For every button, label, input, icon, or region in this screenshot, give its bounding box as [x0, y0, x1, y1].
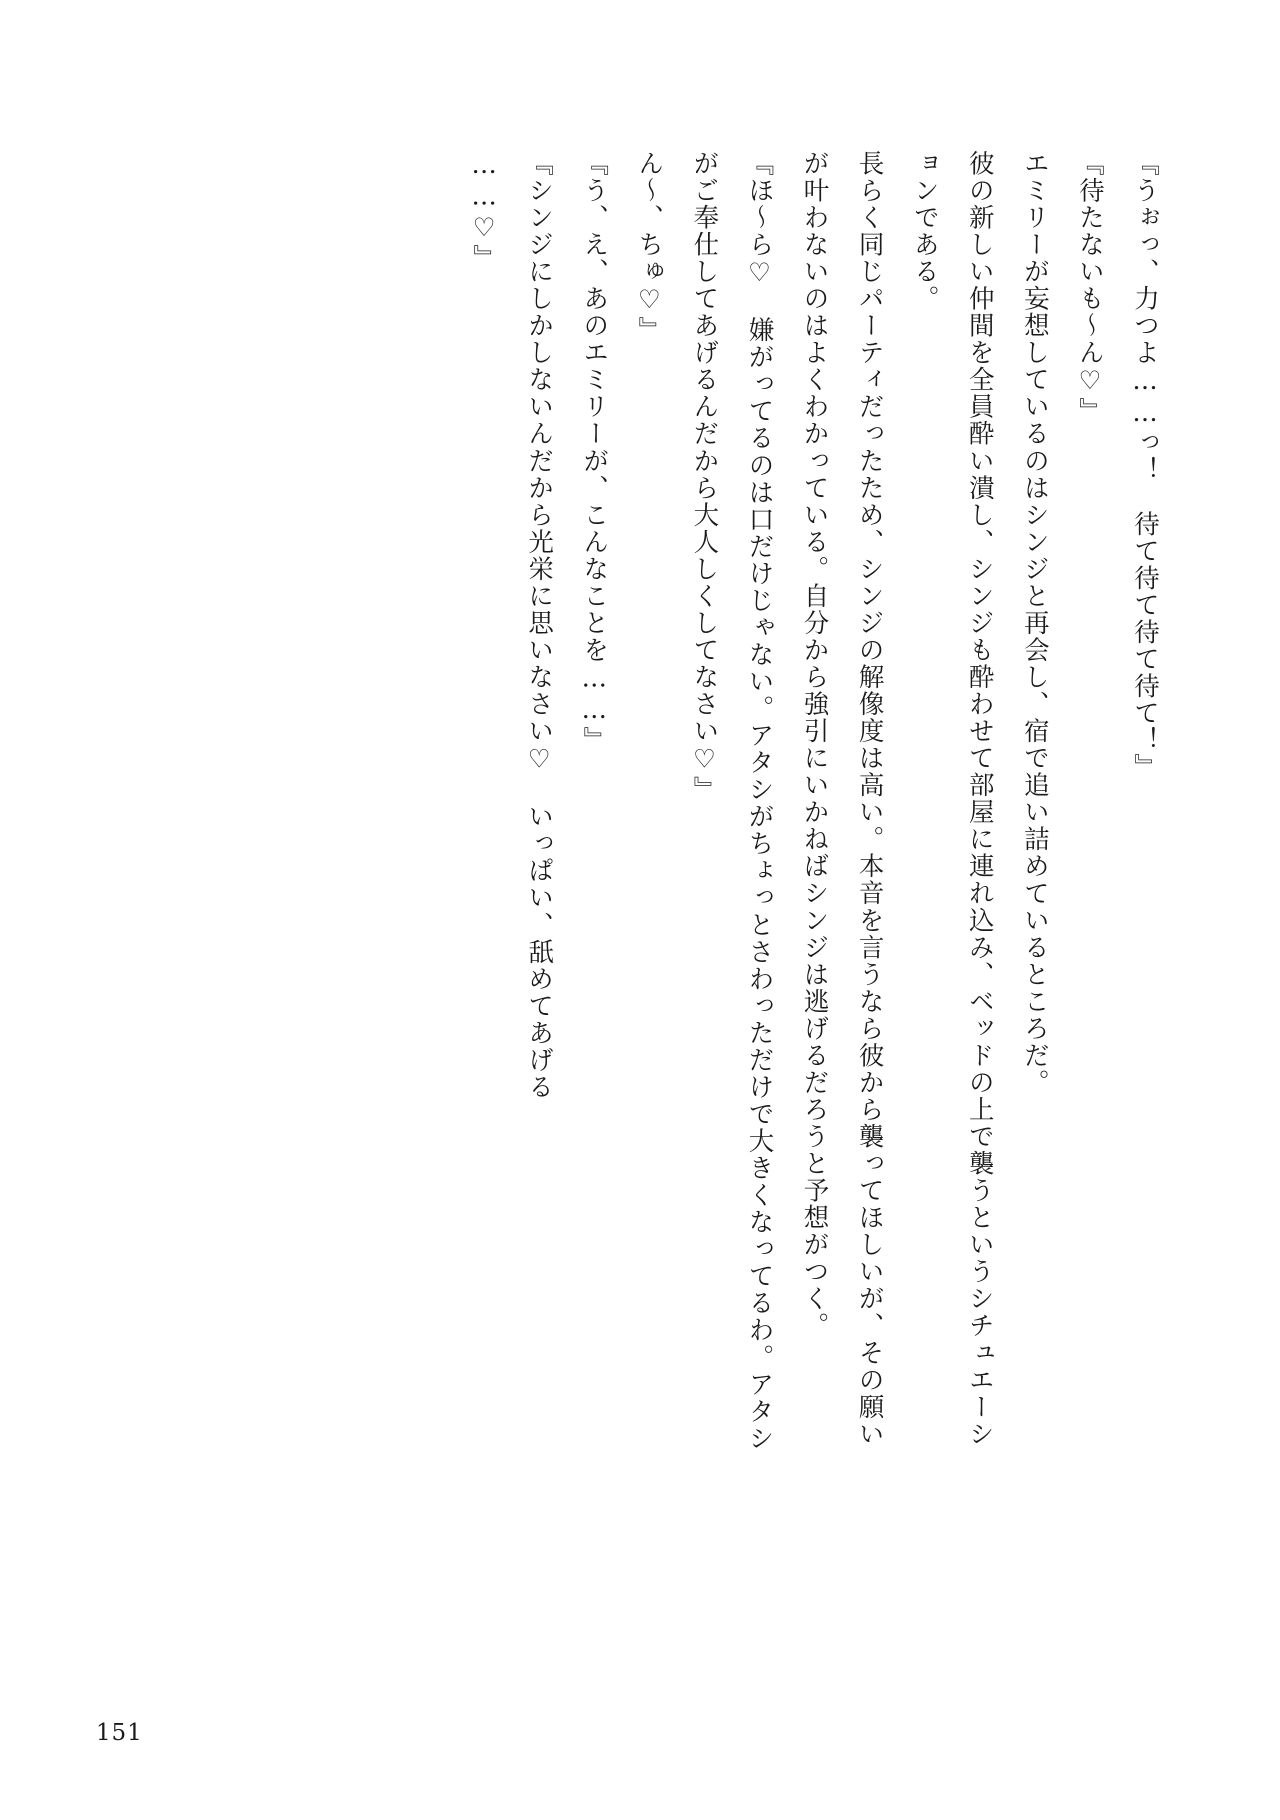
paragraph: 彼の新しい仲間を全員酔い潰し、シンジも酔わせて部屋に連れ込み、ベッドの上で襲うというシチュエーションである。	[909, 150, 995, 1448]
paragraph: ……♡』	[469, 150, 500, 272]
paragraph: 『シンジにしかしないんだから光栄に思いなさい♡ いっぱい、舐めてあげる	[524, 150, 555, 1101]
page-number: 151	[96, 1720, 143, 1746]
paragraph: エミリーが妄想しているのはシンジと再会し、宿で追い詰めているところだ。	[1019, 150, 1050, 1097]
paragraph: 『うぉっ、力つよ……っ！ 待て待て待て待て！』	[1130, 150, 1160, 781]
paragraph: 『う、え、あのエミリーが、こんなことを……』	[579, 150, 610, 754]
vertical-text-body	[172, 150, 1172, 1470]
paragraph: ん〜、ちゅ♡』	[634, 150, 665, 344]
paragraph: 『ほ〜ら♡ 嫌がってるのは口だけじゃない。アタシがちょっとさわっただけで大きくなってるわ。アタシがご奉仕してあげるんだから大人しくしてなさい♡』	[689, 150, 775, 1452]
paragraph: 『待たないも〜ん♡』	[1074, 150, 1105, 425]
paragraph: 長らく同じパーティだったため、シンジの解像度は高い。本音を言うなら彼から襲ってほしいが、その願いが叶わないのはよくわかっている。自分から強引にいかねばシンジは逃げるだろうと予想がつく。	[799, 150, 885, 1448]
